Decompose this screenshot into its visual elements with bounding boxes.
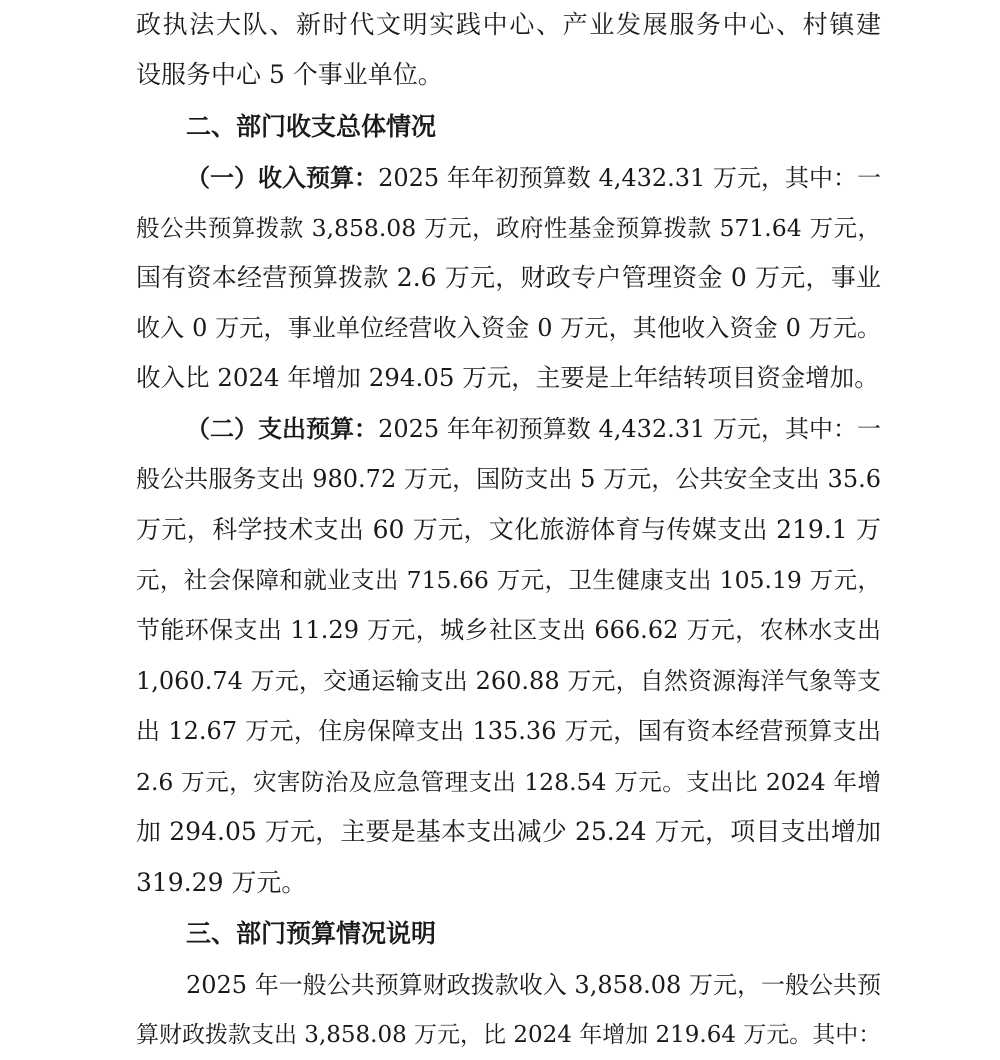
text-line: 元，社会保障和就业支出 715.66 万元，卫生健康支出 105.19 万元， <box>136 566 881 594</box>
expense-label: （二）支出预算： <box>186 415 379 443</box>
section-heading-2: 二、部门收支总体情况 <box>186 112 437 141</box>
text-line: 2025 年一般公共预算财政拨款收入 3,858.08 万元，一般公共预 <box>186 971 881 999</box>
text-line: 2.6 万元，灾害防治及应急管理支出 128.54 万元。支出比 2024 年增 <box>136 768 881 796</box>
text-line: 加 294.05 万元，主要是基本支出减少 25.24 万元，项目支出增加 <box>136 817 881 846</box>
text-span: 2025 年年初预算数 4,432.31 万元，其中：一 <box>378 164 882 192</box>
section-heading-3: 三、部门预算情况说明 <box>186 919 437 948</box>
text-line: 收入 0 万元，事业单位经营收入资金 0 万元，其他收入资金 0 万元。 <box>136 314 881 342</box>
text-line: 般公共服务支出 980.72 万元，国防支出 5 万元，公共安全支出 35.6 <box>136 465 881 493</box>
text-line: 算财政拨款支出 3,858.08 万元，比 2024 年增加 219.64 万元。其中： <box>136 1022 882 1048</box>
text-line: 国有资本经营预算拨款 2.6 万元，财政专户管理资金 0 万元，事业 <box>136 263 881 292</box>
text-span: 2025 年年初预算数 4,432.31 万元，其中：一 <box>378 415 882 443</box>
text-line: 设服务中心 5 个事业单位。 <box>136 60 443 89</box>
income-first-line <box>186 161 881 195</box>
income-label: （一）收入预算： <box>186 164 379 192</box>
text-line: 1,060.74 万元，交通运输支出 260.88 万元，自然资源海洋气象等支 <box>136 667 881 695</box>
text-line: 政执法大队、新时代文明实践中心、产业发展服务中心、村镇建 <box>136 10 881 39</box>
text-line: 万元，科学技术支出 60 万元，文化旅游体育与传媒支出 219.1 万 <box>136 515 881 544</box>
text-line: 节能环保支出 11.29 万元，城乡社区支出 666.62 万元，农林水支出 <box>136 616 881 644</box>
text-line: 收入比 2024 年增加 294.05 万元，主要是上年结转项目资金增加。 <box>136 363 879 392</box>
expense-first-line <box>186 412 881 446</box>
text-line: 出 12.67 万元，住房保障支出 135.36 万元，国有资本经营预算支出 <box>136 717 881 745</box>
text-line: 般公共预算拨款 3,858.08 万元，政府性基金预算拨款 571.64 万元， <box>136 214 881 242</box>
text-line: 319.29 万元。 <box>136 868 307 897</box>
